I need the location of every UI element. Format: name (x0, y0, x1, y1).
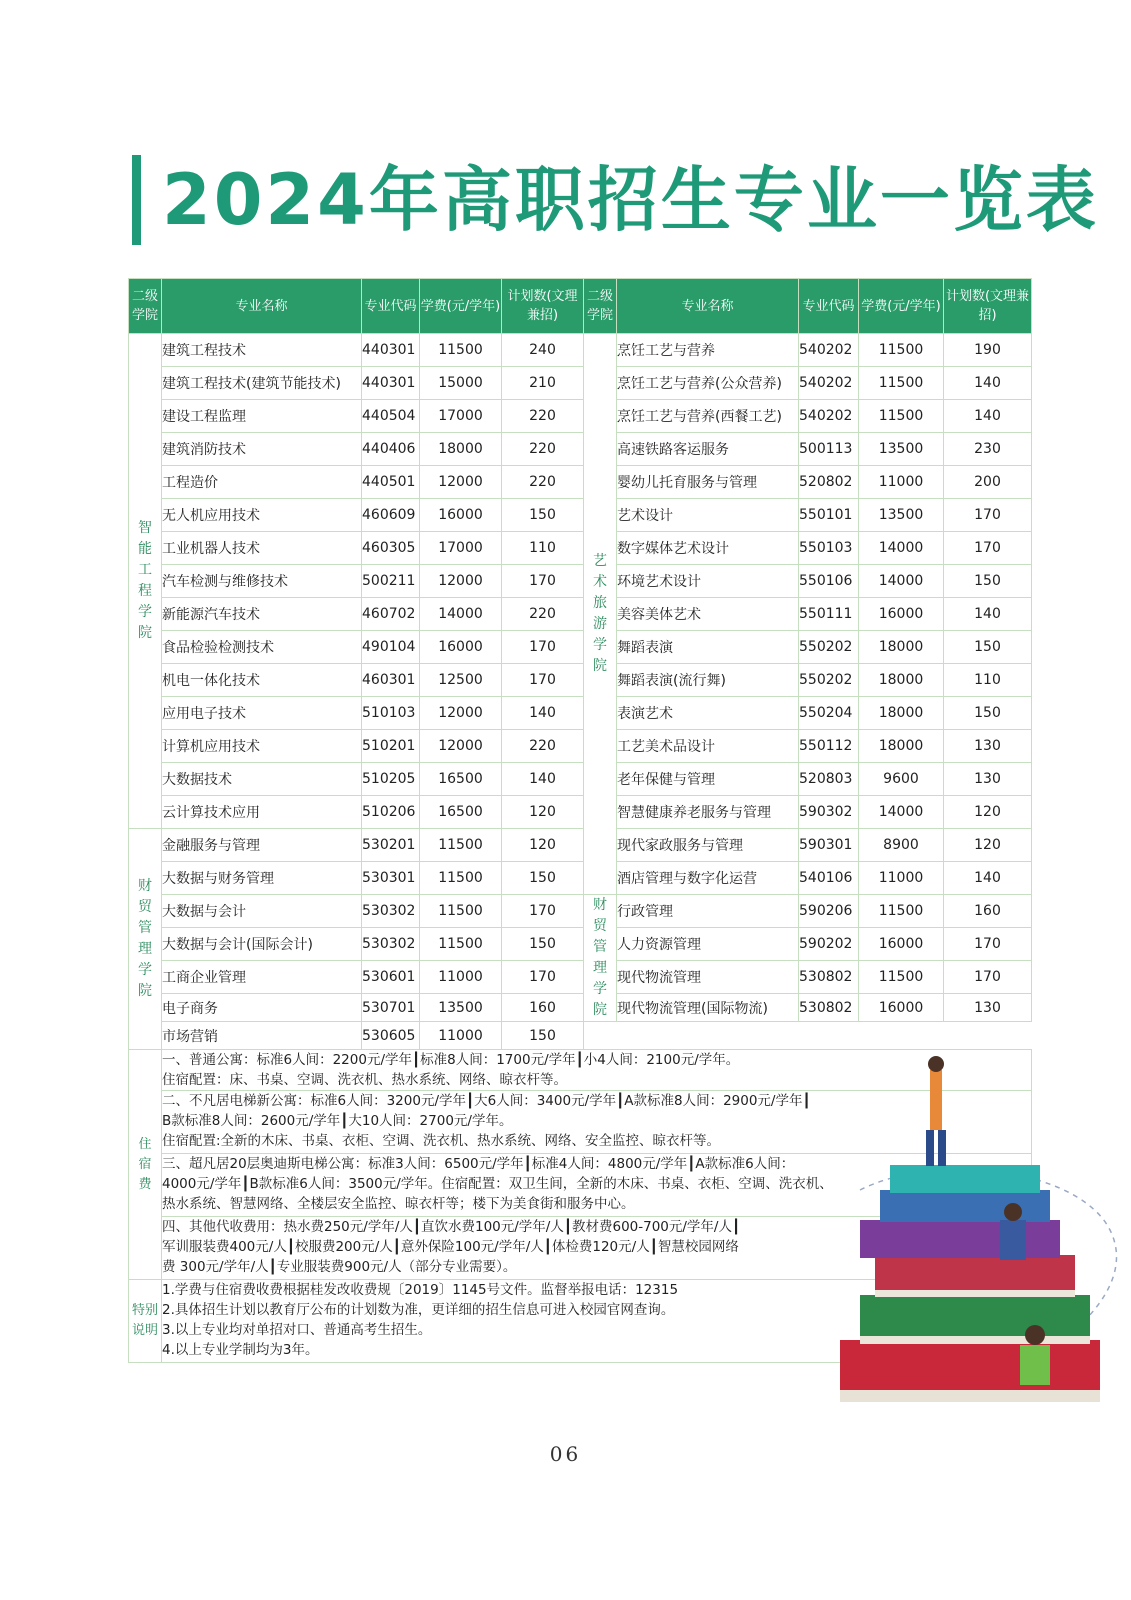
major-plan: 170 (944, 961, 1032, 994)
major-plan: 230 (944, 433, 1032, 466)
table-row (129, 1022, 1032, 1050)
major-fee: 12500 (420, 664, 502, 697)
major-plan: 140 (944, 598, 1032, 631)
major-fee: 11500 (420, 829, 502, 862)
page-title: 2024年高职招生专业一览表 (162, 159, 1099, 241)
major-plan: 150 (944, 565, 1032, 598)
major-plan: 170 (502, 895, 584, 928)
major-fee: 17000 (420, 532, 502, 565)
major-plan: 170 (502, 631, 584, 664)
major-code: 520803 (799, 763, 859, 796)
major-name: 高速铁路客运服务 (617, 433, 799, 466)
table-row (129, 334, 1032, 367)
major-code: 510205 (362, 763, 420, 796)
major-code: 590301 (799, 829, 859, 862)
major-fee: 11500 (859, 367, 944, 400)
major-name: 建设工程监理 (162, 400, 362, 433)
major-code: 590202 (799, 928, 859, 961)
note-item: 4.以上专业学制均为3年。 (162, 1342, 319, 1358)
major-fee: 12000 (420, 730, 502, 763)
header-plan: 计划数(文理兼招) (502, 279, 584, 334)
major-name: 市场营销 (162, 1022, 362, 1050)
major-fee: 11000 (859, 466, 944, 499)
major-plan: 110 (944, 664, 1032, 697)
table-row (129, 631, 1032, 664)
major-plan: 170 (944, 532, 1032, 565)
major-fee: 14000 (420, 598, 502, 631)
major-code: 540106 (799, 862, 859, 895)
major-code: 540202 (799, 400, 859, 433)
major-code: 440406 (362, 433, 420, 466)
major-fee: 18000 (420, 433, 502, 466)
major-name: 现代物流管理 (617, 961, 799, 994)
note-item: 2.具体招生计划以教育厅公布的计划数为准，更详细的招生信息可进入校园官网查询。 (162, 1302, 675, 1318)
major-plan: 150 (502, 862, 584, 895)
major-fee: 13500 (420, 994, 502, 1022)
major-name: 老年保健与管理 (617, 763, 799, 796)
major-code: 510103 (362, 697, 420, 730)
major-name: 美容美体艺术 (617, 598, 799, 631)
note-item: 1.学费与住宿费收费根据桂发改收费规〔2019〕1145号文件。监督举报电话：12315 (162, 1282, 679, 1298)
major-fee: 16500 (420, 796, 502, 829)
major-plan: 190 (944, 334, 1032, 367)
major-name: 现代物流管理(国际物流) (617, 994, 799, 1022)
major-name: 工业机器人技术 (162, 532, 362, 565)
major-name: 食品检验检测技术 (162, 631, 362, 664)
major-fee: 13500 (859, 499, 944, 532)
major-code: 440504 (362, 400, 420, 433)
major-fee: 12000 (420, 565, 502, 598)
table-row (129, 598, 1032, 631)
major-code: 590302 (799, 796, 859, 829)
major-plan: 140 (944, 400, 1032, 433)
major-plan: 130 (944, 763, 1032, 796)
college-cell: 财贸管理学院 (584, 895, 617, 1022)
major-name: 计算机应用技术 (162, 730, 362, 763)
lodging-item: 四、其他代收费用：热水费250元/学年/人┃直饮水费100元/学年/人┃教材费600-700元/学年/人┃ 军训服装费400元/人┃校服费200元/人┃意外保险100元/学年/人┃体检费120元/人┃智慧校园网络 费 300元/学年/人┃专业服装费900元/人（部分专业需要）。 (162, 1217, 1032, 1280)
major-code: 520802 (799, 466, 859, 499)
major-fee: 16000 (859, 928, 944, 961)
major-name: 大数据与会计(国际会计) (162, 928, 362, 961)
major-name: 云计算技术应用 (162, 796, 362, 829)
major-code: 460702 (362, 598, 420, 631)
major-plan: 110 (502, 532, 584, 565)
major-name: 舞蹈表演(流行舞) (617, 664, 799, 697)
lodging-item: 一、普通公寓：标准6人间：2200元/学年┃标准8人间：1700元/学年┃小4人间：2100元/学年。 住宿配置：床、书桌、空调、洗衣机、热水系统、网络、晾衣杆等。 (162, 1050, 1032, 1091)
major-name: 应用电子技术 (162, 697, 362, 730)
major-plan: 220 (502, 730, 584, 763)
table-row (129, 400, 1032, 433)
major-name: 婴幼儿托育服务与管理 (617, 466, 799, 499)
major-fee: 11500 (420, 928, 502, 961)
header-code: 专业代码 (362, 279, 420, 334)
major-code: 460609 (362, 499, 420, 532)
college-cell: 智能工程学院 (129, 334, 162, 829)
table-row (129, 730, 1032, 763)
major-fee: 16000 (420, 631, 502, 664)
major-plan: 220 (502, 400, 584, 433)
table-row (129, 763, 1032, 796)
major-fee: 11000 (859, 862, 944, 895)
major-code: 460301 (362, 664, 420, 697)
note-item: 3.以上专业均对单招对口、普通高考生招生。 (162, 1322, 432, 1338)
table-row (129, 532, 1032, 565)
major-name: 工程造价 (162, 466, 362, 499)
major-name: 工艺美术品设计 (617, 730, 799, 763)
major-code: 530201 (362, 829, 420, 862)
notes-label: 特别说明 (129, 1280, 162, 1363)
major-plan: 170 (502, 961, 584, 994)
major-name: 烹饪工艺与营养(公众营养) (617, 367, 799, 400)
major-fee: 18000 (859, 631, 944, 664)
major-fee: 14000 (859, 565, 944, 598)
major-plan: 150 (944, 697, 1032, 730)
major-code: 550202 (799, 664, 859, 697)
major-fee: 11500 (420, 334, 502, 367)
college-cell: 财贸管理学院 (129, 829, 162, 1050)
table-header-row (129, 279, 1032, 334)
major-plan: 140 (944, 367, 1032, 400)
lodging-label: 住宿费 (129, 1050, 162, 1280)
major-name: 工商企业管理 (162, 961, 362, 994)
major-code: 530301 (362, 862, 420, 895)
major-fee: 16000 (420, 499, 502, 532)
major-code: 530605 (362, 1022, 420, 1050)
major-code: 440301 (362, 334, 420, 367)
major-name: 行政管理 (617, 895, 799, 928)
table-row (129, 697, 1032, 730)
major-fee: 14000 (859, 532, 944, 565)
books-illustration (820, 1050, 1120, 1450)
table-row (129, 829, 1032, 862)
major-code: 550202 (799, 631, 859, 664)
table-row (129, 664, 1032, 697)
header-code-right: 专业代码 (799, 279, 859, 334)
table-row (129, 499, 1032, 532)
major-code: 530701 (362, 994, 420, 1022)
major-code: 530601 (362, 961, 420, 994)
major-fee: 18000 (859, 697, 944, 730)
major-name: 现代家政服务与管理 (617, 829, 799, 862)
major-code: 440301 (362, 367, 420, 400)
table-row (129, 433, 1032, 466)
major-fee: 15000 (420, 367, 502, 400)
major-plan: 160 (502, 994, 584, 1022)
major-name: 大数据技术 (162, 763, 362, 796)
major-plan: 120 (502, 796, 584, 829)
major-name: 金融服务与管理 (162, 829, 362, 862)
major-fee: 11000 (420, 961, 502, 994)
major-plan: 130 (944, 730, 1032, 763)
header-college-right: 二级学院 (584, 279, 617, 334)
major-name: 人力资源管理 (617, 928, 799, 961)
college-cell: 艺术旅游学院 (584, 334, 617, 895)
major-name: 建筑工程技术(建筑节能技术) (162, 367, 362, 400)
major-plan: 210 (502, 367, 584, 400)
table-row (129, 994, 1032, 1022)
lodging-item: 三、超凡居20层奥迪斯电梯公寓：标准3人间：6500元/学年┃标准4人间：4800元/学年┃A款标准6人间： 4000元/学年┃B款标准6人间：3500元/学年。住宿配置：双卫生间，全新的木床、书桌、衣柜、空调、洗衣机、 热水系统、智慧网络、全楼层安全监控、晾衣杆等；楼下为美食街和服务中心。 (162, 1154, 1032, 1217)
major-fee: 11500 (859, 961, 944, 994)
major-fee: 12000 (420, 697, 502, 730)
major-plan: 220 (502, 433, 584, 466)
lodging-item: 二、不凡居电梯新公寓：标准6人间：3200元/学年┃大6人间：3400元/学年┃A款标准8人间：2900元/学年┃ B款标准8人间：2600元/学年┃大10人间：2700元/学年。 住宿配置:全新的木床、书桌、衣柜、空调、洗衣机、热水系统、网络、安全监控、晾衣杆等。 (162, 1091, 1032, 1154)
major-fee: 12000 (420, 466, 502, 499)
major-fee: 16000 (859, 994, 944, 1022)
major-code: 550101 (799, 499, 859, 532)
major-code: 550111 (799, 598, 859, 631)
major-code: 540202 (799, 367, 859, 400)
major-name: 大数据与会计 (162, 895, 362, 928)
major-plan: 140 (502, 763, 584, 796)
major-code: 500113 (799, 433, 859, 466)
majors-body (129, 334, 1032, 1050)
major-name: 建筑消防技术 (162, 433, 362, 466)
major-plan: 120 (944, 796, 1032, 829)
major-code: 550204 (799, 697, 859, 730)
major-code: 550103 (799, 532, 859, 565)
major-fee: 17000 (420, 400, 502, 433)
major-name: 烹饪工艺与营养(西餐工艺) (617, 400, 799, 433)
major-code: 550112 (799, 730, 859, 763)
major-code: 510201 (362, 730, 420, 763)
major-plan: 170 (502, 664, 584, 697)
major-name: 机电一体化技术 (162, 664, 362, 697)
major-name: 电子商务 (162, 994, 362, 1022)
major-code: 490104 (362, 631, 420, 664)
major-code: 500211 (362, 565, 420, 598)
major-plan: 200 (944, 466, 1032, 499)
major-code: 440501 (362, 466, 420, 499)
major-fee: 8900 (859, 829, 944, 862)
major-name: 艺术设计 (617, 499, 799, 532)
table-row (129, 961, 1032, 994)
title-accent-bar (132, 155, 141, 245)
header-name: 专业名称 (162, 279, 362, 334)
major-name: 新能源汽车技术 (162, 598, 362, 631)
major-name: 表演艺术 (617, 697, 799, 730)
major-fee: 11500 (859, 895, 944, 928)
table-row (129, 796, 1032, 829)
table-row (129, 928, 1032, 961)
major-name: 汽车检测与维修技术 (162, 565, 362, 598)
header-plan-right: 计划数(文理兼招) (944, 279, 1032, 334)
major-code: 530802 (799, 994, 859, 1022)
major-code: 530302 (362, 928, 420, 961)
major-fee: 18000 (859, 664, 944, 697)
major-name: 数字媒体艺术设计 (617, 532, 799, 565)
major-plan: 170 (944, 928, 1032, 961)
table-row (129, 895, 1032, 928)
major-name: 无人机应用技术 (162, 499, 362, 532)
major-plan: 150 (944, 631, 1032, 664)
major-name: 智慧健康养老服务与管理 (617, 796, 799, 829)
major-code: 590206 (799, 895, 859, 928)
major-plan: 150 (502, 928, 584, 961)
major-name: 酒店管理与数字化运营 (617, 862, 799, 895)
major-plan: 220 (502, 466, 584, 499)
major-code: 550106 (799, 565, 859, 598)
major-plan: 120 (502, 829, 584, 862)
major-plan: 170 (944, 499, 1032, 532)
major-fee: 16000 (859, 598, 944, 631)
major-name: 舞蹈表演 (617, 631, 799, 664)
major-fee: 18000 (859, 730, 944, 763)
major-fee: 16500 (420, 763, 502, 796)
major-name: 环境艺术设计 (617, 565, 799, 598)
major-plan: 220 (502, 598, 584, 631)
table-row (129, 862, 1032, 895)
major-plan: 120 (944, 829, 1032, 862)
major-code: 540202 (799, 334, 859, 367)
major-plan: 240 (502, 334, 584, 367)
major-fee: 11500 (420, 862, 502, 895)
header-name-right: 专业名称 (617, 279, 799, 334)
major-code: 510206 (362, 796, 420, 829)
major-plan: 150 (502, 1022, 584, 1050)
major-code: 530802 (799, 961, 859, 994)
major-plan: 130 (944, 994, 1032, 1022)
major-name: 建筑工程技术 (162, 334, 362, 367)
table-row (129, 565, 1032, 598)
major-code: 530302 (362, 895, 420, 928)
major-plan: 170 (502, 565, 584, 598)
header-fee: 学费(元/学年) (420, 279, 502, 334)
major-plan: 140 (944, 862, 1032, 895)
table-row (129, 466, 1032, 499)
page-number: 06 (549, 1442, 582, 1466)
major-fee: 9600 (859, 763, 944, 796)
major-plan: 140 (502, 697, 584, 730)
header-college: 二级学院 (129, 279, 162, 334)
major-fee: 14000 (859, 796, 944, 829)
major-fee: 11500 (420, 895, 502, 928)
major-plan: 160 (944, 895, 1032, 928)
major-fee: 11500 (859, 334, 944, 367)
major-fee: 13500 (859, 433, 944, 466)
major-fee: 11500 (859, 400, 944, 433)
major-fee: 11000 (420, 1022, 502, 1050)
major-plan: 150 (502, 499, 584, 532)
major-code: 460305 (362, 532, 420, 565)
table-row (129, 367, 1032, 400)
major-name: 大数据与财务管理 (162, 862, 362, 895)
header-fee-right: 学费(元/学年) (859, 279, 944, 334)
major-name: 烹饪工艺与营养 (617, 334, 799, 367)
